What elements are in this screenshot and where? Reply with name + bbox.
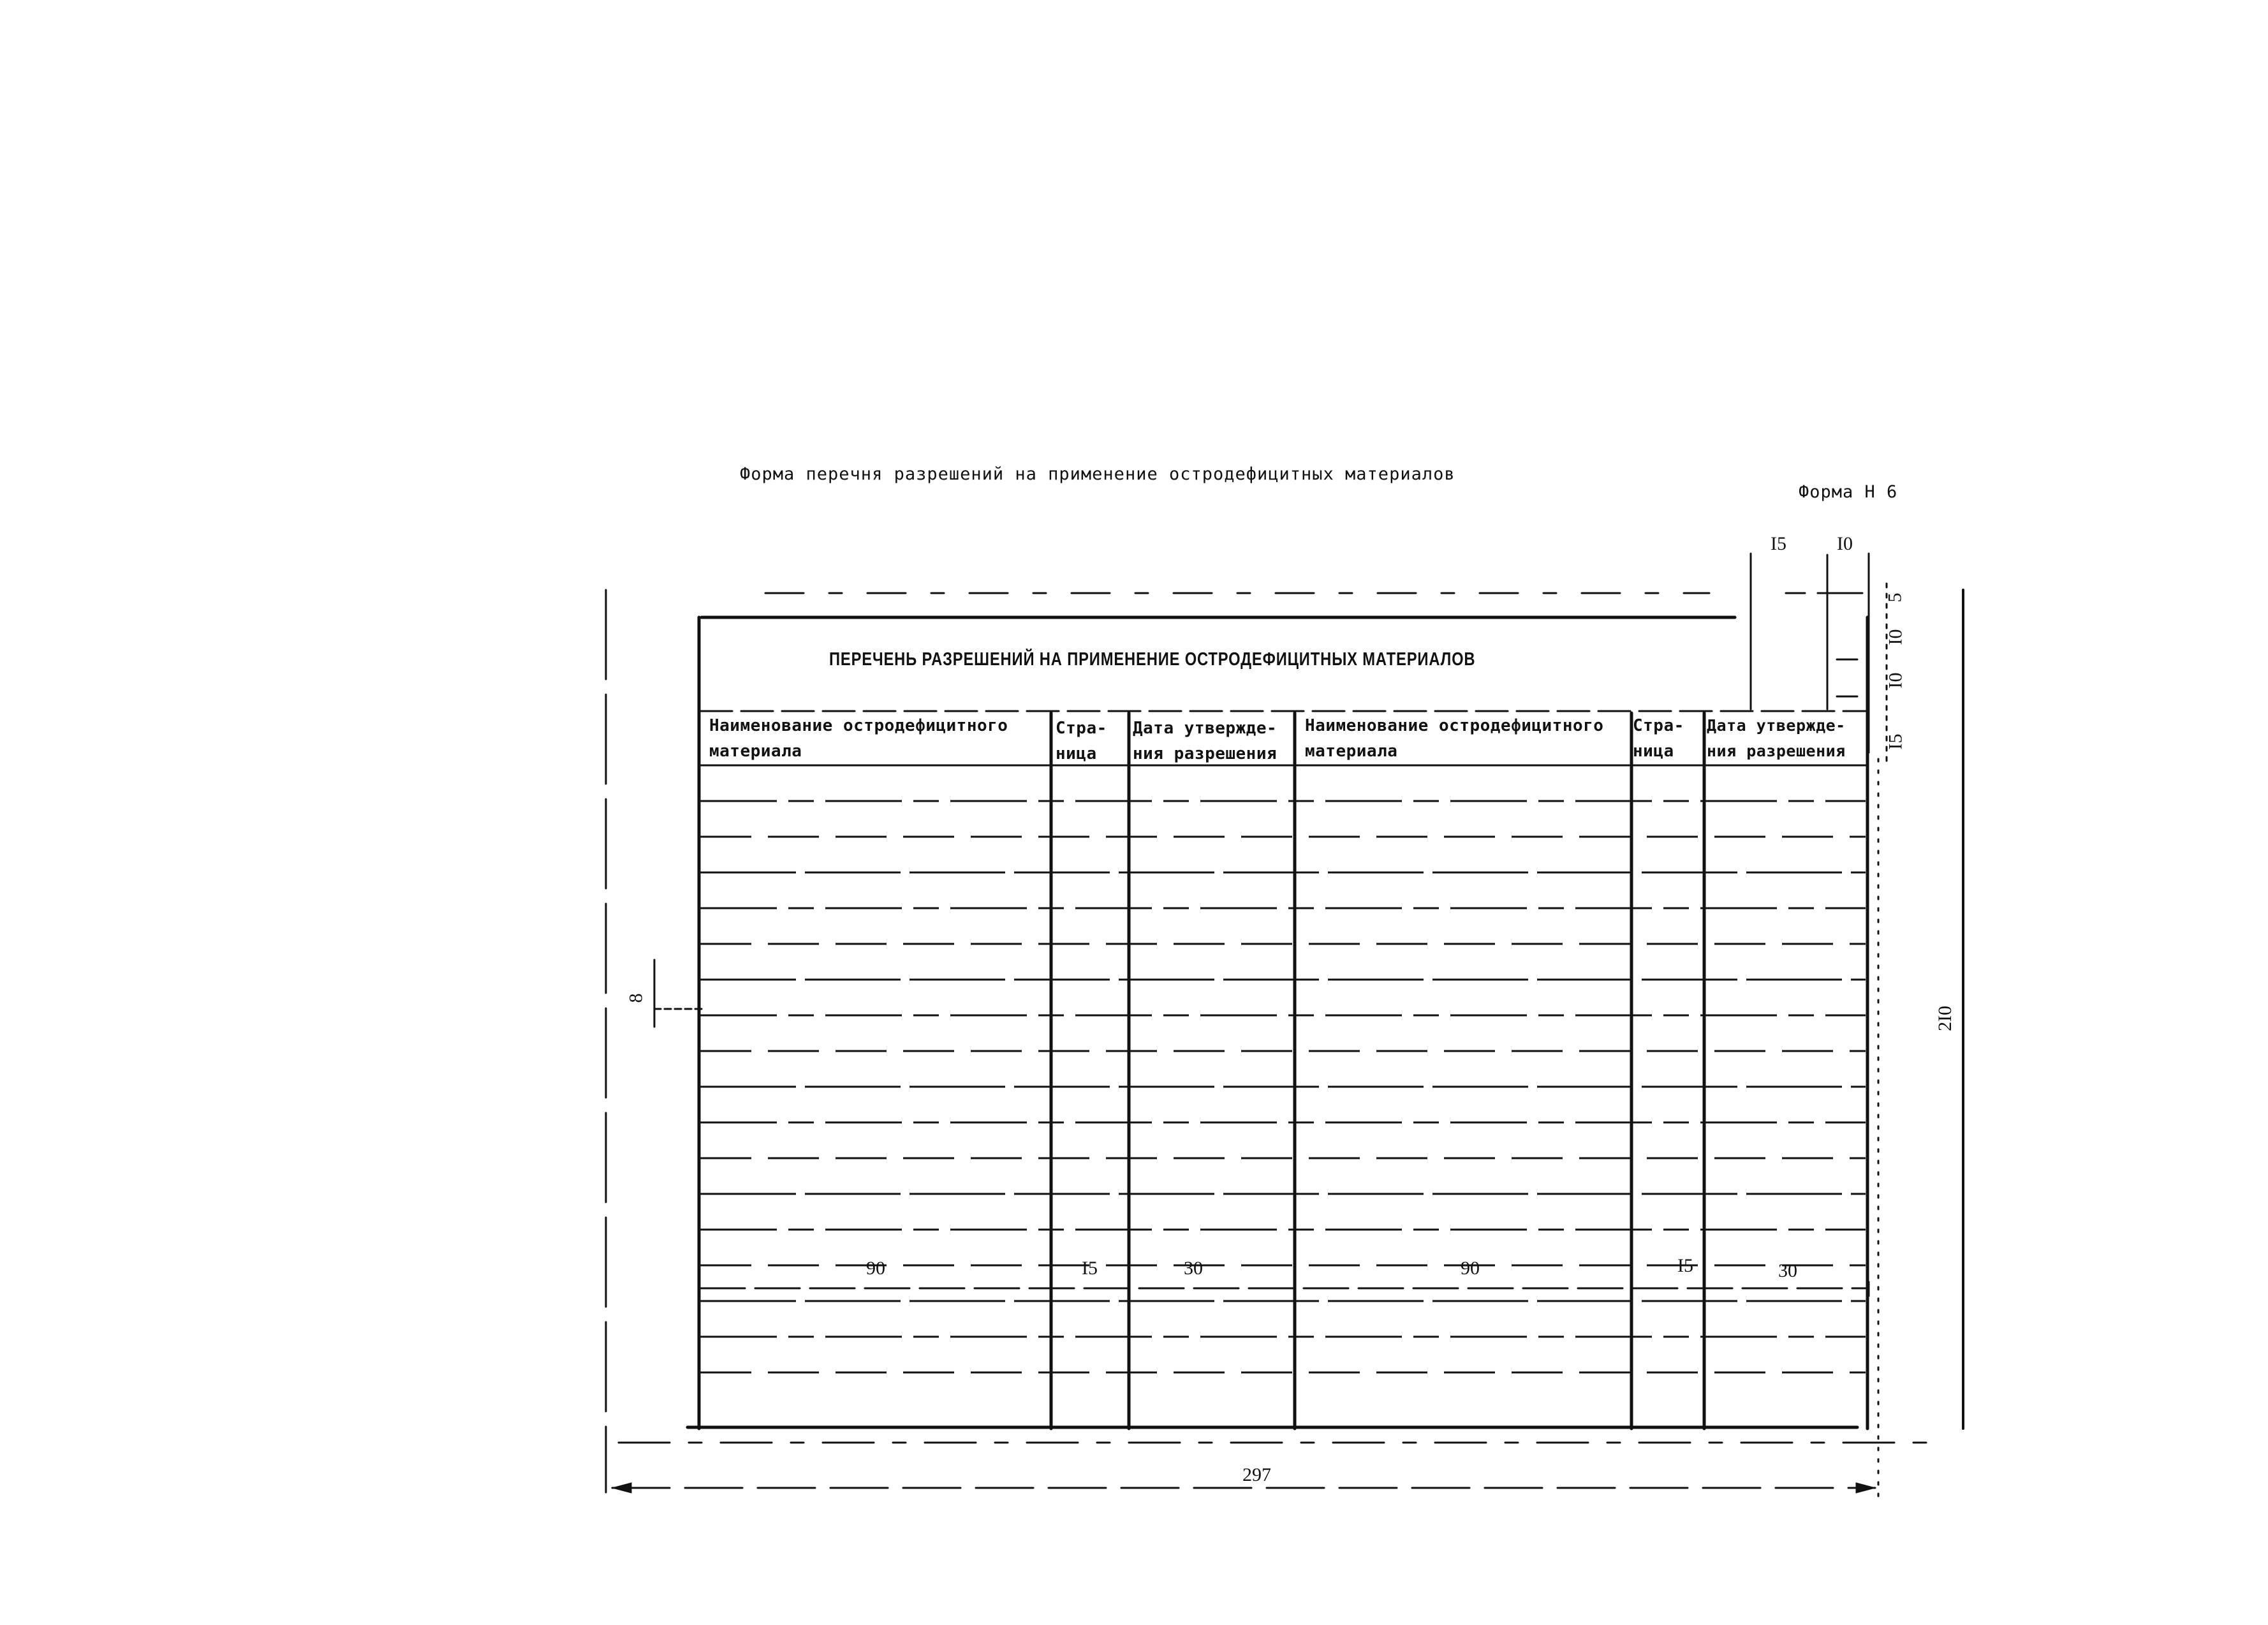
- col-header-line1: Наименование остродефицитного: [1305, 716, 1604, 735]
- col-header-line1: Стра-: [1633, 716, 1684, 735]
- form-number: Форма Н 6: [1799, 482, 1898, 502]
- dim-col-5: I5: [1677, 1255, 1693, 1276]
- dim-total-height: 2I0: [1934, 1006, 1955, 1031]
- col-header-page-2: [1633, 713, 1684, 764]
- col-header-line1: Дата утвержде-: [1707, 716, 1846, 735]
- dim-col-4: 90: [1461, 1258, 1480, 1279]
- dim-right-3: I0: [1885, 672, 1906, 689]
- col-header-line2: ния разрешения: [1133, 744, 1278, 763]
- col-header-line1: Дата утвержде-: [1133, 719, 1278, 738]
- col-header-line2: материала: [1305, 742, 1398, 761]
- dim-col-2: I5: [1082, 1258, 1098, 1279]
- col-header-name-1: [709, 713, 1008, 764]
- col-header-date-2: [1707, 713, 1846, 764]
- dim-col-3: 30: [1184, 1258, 1203, 1279]
- dim-col-1: 90: [866, 1258, 885, 1279]
- col-header-line2: ния разрешения: [1707, 742, 1846, 760]
- dim-top-right-1: I5: [1771, 533, 1786, 554]
- form-title: ПЕРЕЧЕНЬ РАЗРЕШЕНИЙ НА ПРИМЕНЕНИЕ ОСТРОДЕФИЦИТНЫХ МАТЕРИАЛОВ: [829, 649, 1476, 670]
- col-header-line2: материала: [709, 742, 802, 761]
- bottom-arrow-right: [1856, 1483, 1875, 1493]
- col-header-page-1: [1056, 716, 1107, 767]
- dim-top-right-2: I0: [1837, 533, 1853, 554]
- dim-right-2: I0: [1885, 629, 1906, 645]
- dim-col-6: 30: [1778, 1260, 1797, 1281]
- bottom-arrow-left: [612, 1483, 631, 1493]
- dim-right-1: 5: [1884, 592, 1906, 603]
- form-caption: Форма перечня разрешений на применение остродефицитных материалов: [740, 464, 1455, 484]
- col-header-name-2: [1305, 713, 1603, 764]
- dim-total-width: 297: [1242, 1464, 1271, 1485]
- dim-right-4: I5: [1885, 733, 1906, 750]
- col-header-line2: ница: [1056, 744, 1097, 763]
- dim-row-height: 8: [625, 993, 647, 1003]
- col-header-date-1: [1133, 716, 1277, 767]
- right-tick-1: [1837, 593, 1857, 696]
- col-header-line1: Стра-: [1056, 719, 1107, 738]
- col-header-line2: ница: [1633, 742, 1674, 761]
- col-header-line1: Наименование остродефицитного: [709, 716, 1008, 735]
